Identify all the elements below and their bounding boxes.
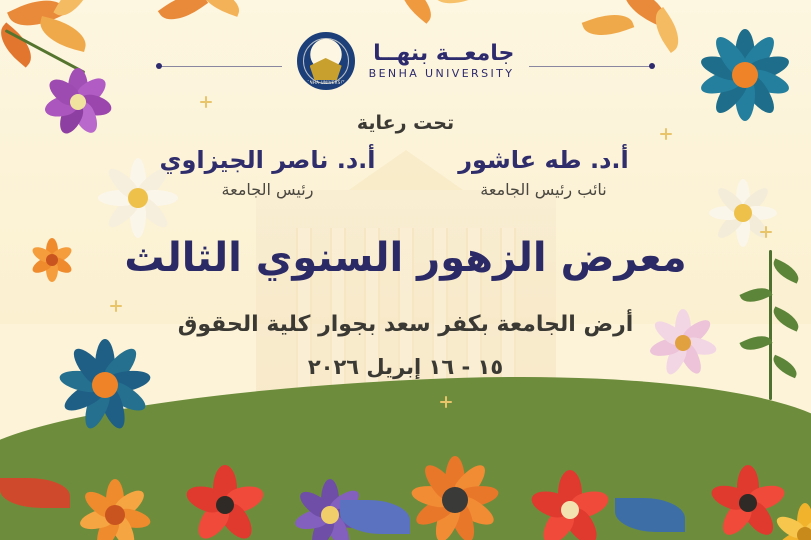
- patron-title: نائب رئيس الجامعة: [480, 180, 607, 199]
- patron-title: رئيس الجامعة: [221, 180, 314, 199]
- decor-sparkle: [200, 96, 212, 108]
- decor-flower-bottom-orange-2: [400, 445, 510, 540]
- event-title: معرض الزهور السنوي الثالث: [124, 235, 687, 281]
- university-crest-icon: [297, 32, 355, 90]
- event-date: ١٥ - ١٦ إبريل ٢٠٢٦: [307, 355, 504, 379]
- patron-name: أ.د. طه عاشور: [458, 146, 629, 174]
- brand-name-english: BENHA UNIVERSITY: [368, 67, 515, 81]
- decor-flower-bottom-red-2: [520, 460, 620, 540]
- decor-sparkle: [110, 300, 122, 312]
- event-venue: أرض الجامعة بكفر سعد بجوار كلية الحقوق: [177, 312, 634, 337]
- decor-flower-blue-left: [50, 330, 160, 440]
- brand-text-block: [369, 42, 515, 80]
- patron-name: أ.د. ناصر الجيزاوي: [159, 146, 376, 174]
- patron-item: [158, 146, 378, 199]
- university-branding: [0, 32, 811, 90]
- decor-flower-bottom-orange-1: [70, 470, 160, 540]
- patron-item: [434, 146, 654, 199]
- patronage-section: [0, 112, 811, 199]
- decor-flower-bottom-yellow: [765, 495, 811, 540]
- decor-sparkle: [440, 396, 452, 408]
- patronage-label: تحت رعاية: [356, 112, 455, 134]
- decor-flower-bottom-red-1: [175, 455, 275, 540]
- brand-name-arabic: جامعــة بنهــا: [373, 41, 515, 67]
- crest-label: BENHA UNIVERSITY: [303, 80, 348, 85]
- patron-list: [0, 146, 811, 199]
